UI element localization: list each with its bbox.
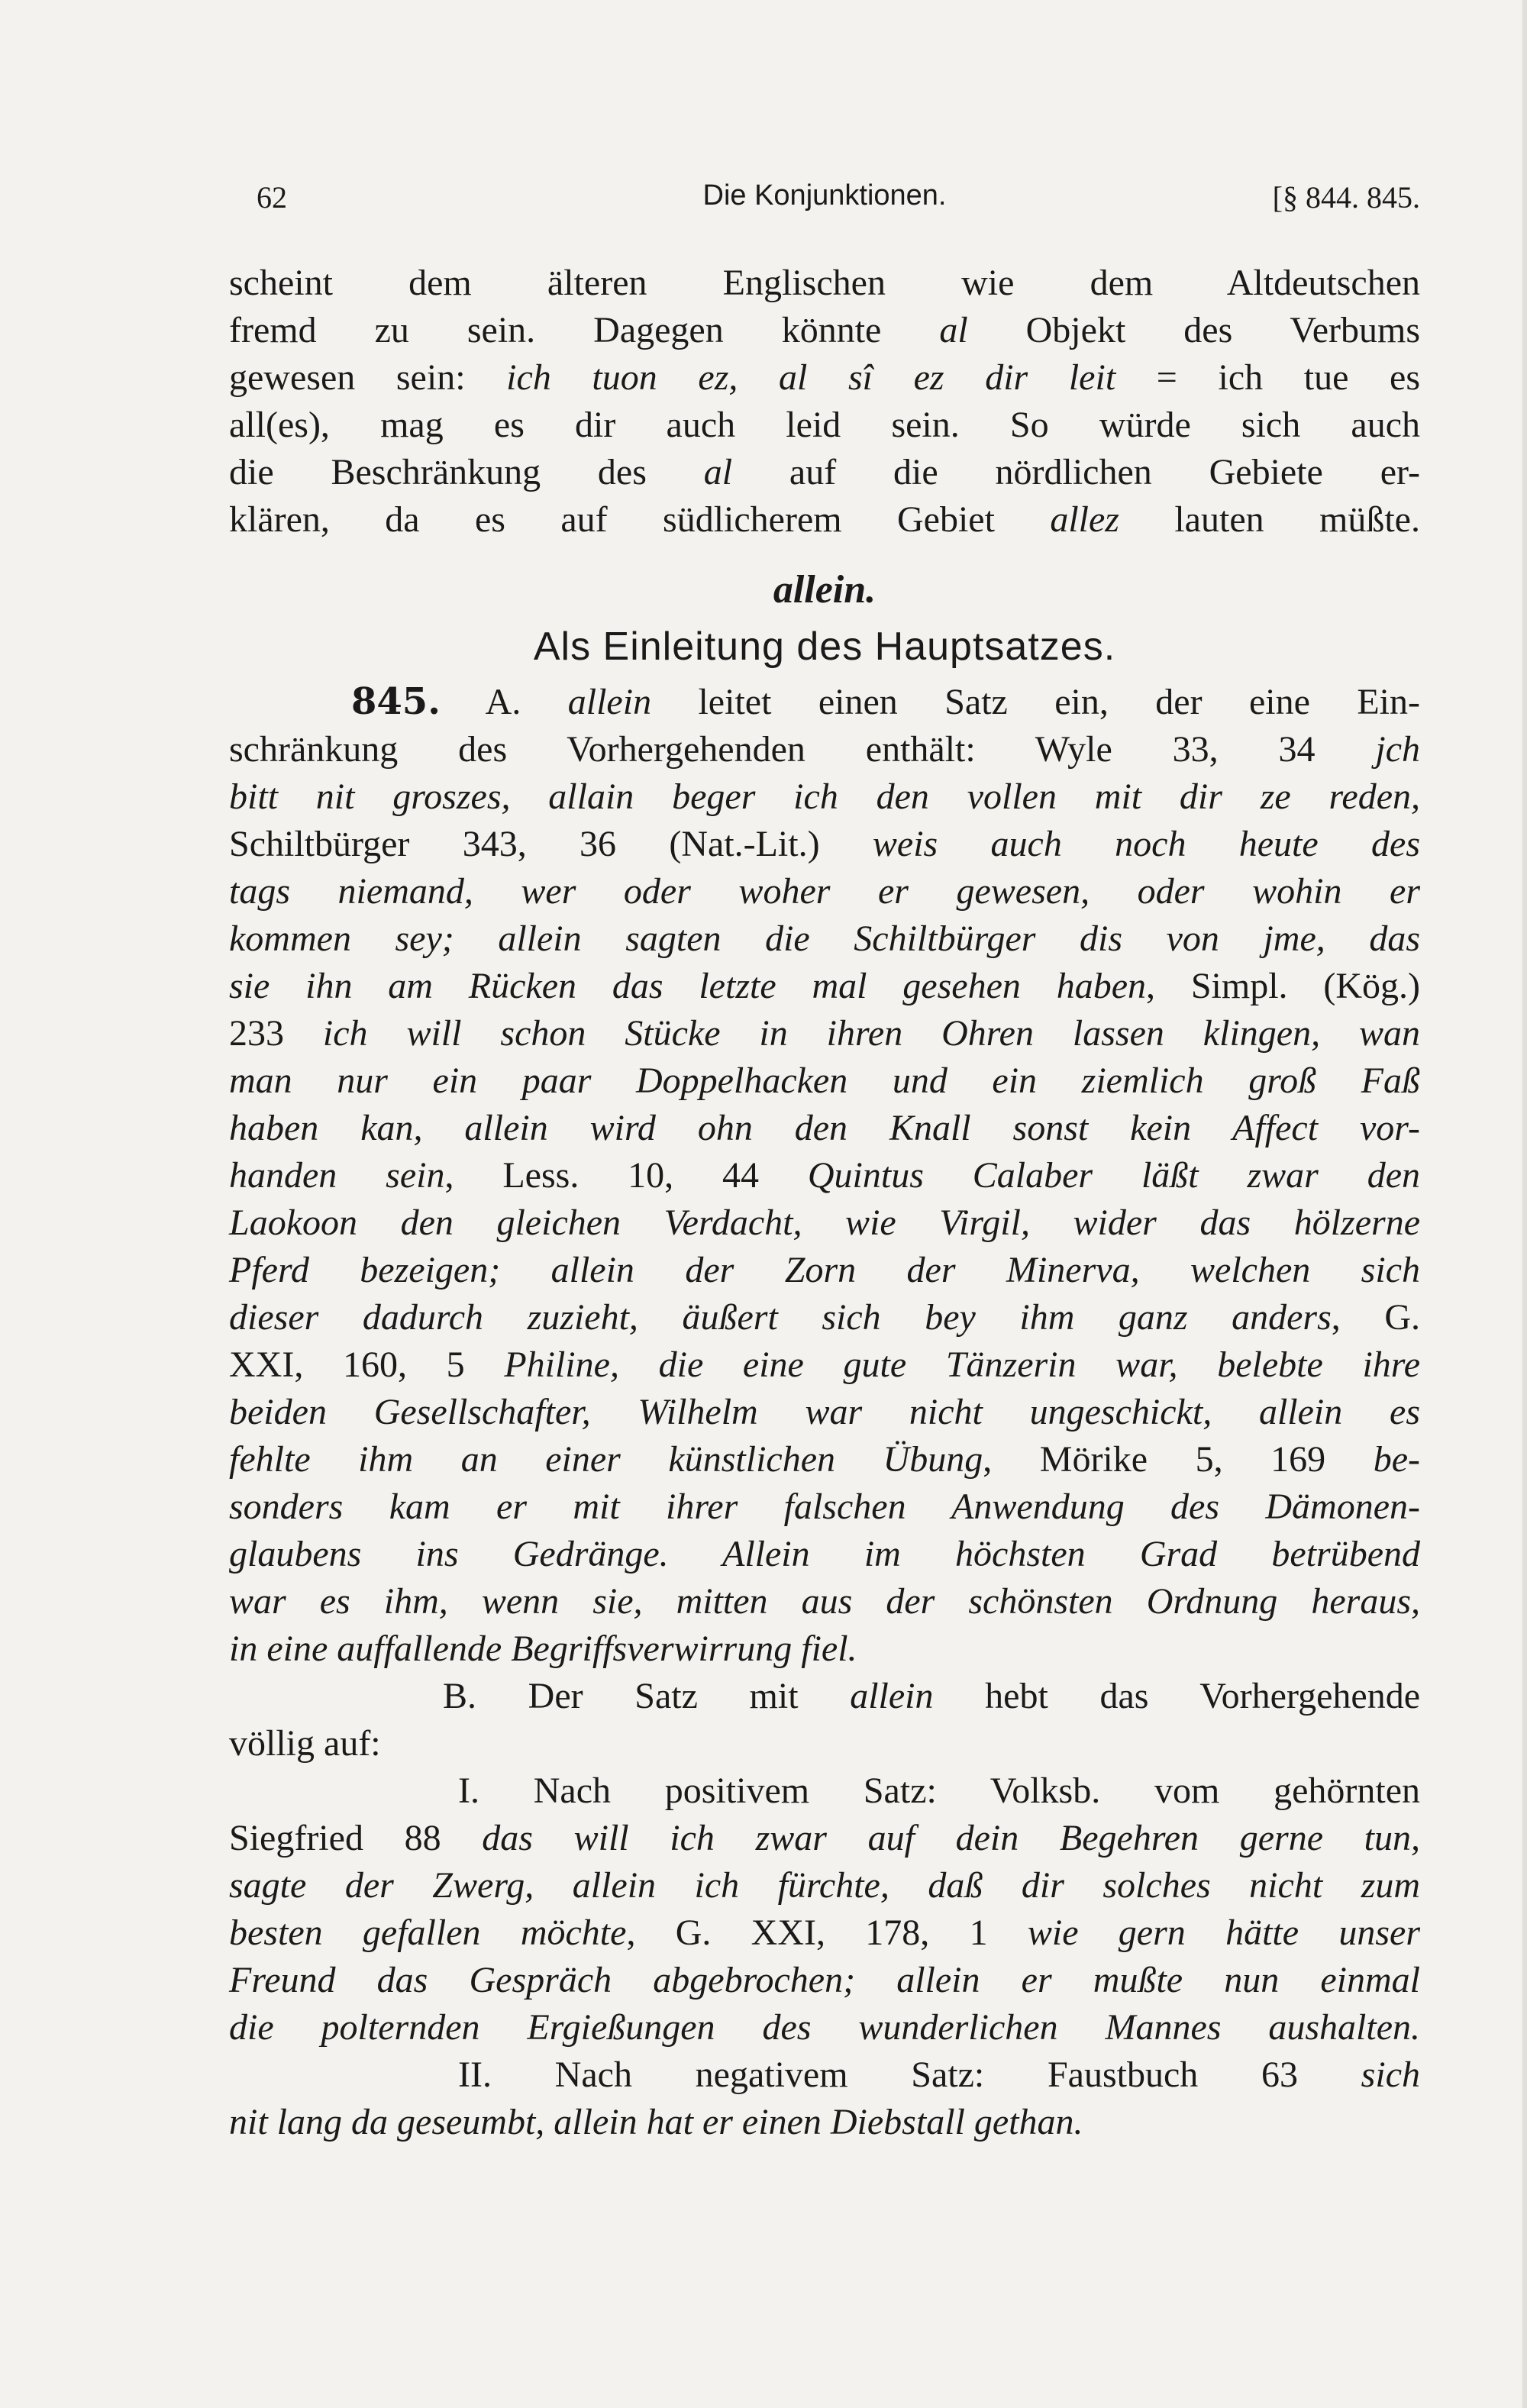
page-number: 62 bbox=[257, 180, 287, 215]
part-ii bbox=[229, 2051, 1420, 2146]
text-line: Schiltbürger 343, 36 (Nat.-Lit.) weis auch noch heute des bbox=[229, 824, 1420, 864]
text-line: sagte der Zwerg, allein ich fürchte, daß dir solches nicht zum bbox=[229, 1865, 1420, 1906]
page-body bbox=[229, 260, 1420, 2146]
section-reference: [§ 844. 845. bbox=[1272, 180, 1420, 215]
text-line: dieser dadurch zuzieht, äußert sich bey ihm ganz anders, G. bbox=[229, 1297, 1421, 1338]
text-line: in eine auffallende Begriffsverwirrung fiel. bbox=[229, 1628, 857, 1669]
text-line: Laokoon den gleichen Verdacht, wie Virgil, wider das hölzerne bbox=[229, 1202, 1420, 1243]
text-line: handen sein, Less. 10, 44 Quintus Calaber läßt zwar den bbox=[229, 1155, 1421, 1196]
text-line: nit lang da geseumbt, allein hat er einen Diebstall gethan. bbox=[229, 2102, 1083, 2142]
text-line: I. Nach positivem Satz: Volksb. vom gehörnten bbox=[458, 1770, 1420, 1811]
text-line: tags niemand, wer oder woher er gewesen, oder wohin er bbox=[229, 871, 1420, 912]
text-line: sie ihn am Rücken das letzte mal gesehen haben, Simpl. (Kög.) bbox=[229, 966, 1420, 1006]
text-line: die polternden Ergießungen des wunderlichen Mannes aushalten. bbox=[229, 2007, 1420, 2048]
text-line: haben kan, allein wird ohn den Knall sonst kein Affect vor- bbox=[229, 1108, 1420, 1148]
text-line: beiden Gesellschafter, Wilhelm war nicht ungeschickt, allein es bbox=[229, 1392, 1420, 1432]
text-line: völlig auf: bbox=[229, 1723, 381, 1764]
text-line: besten gefallen möchte, G. XXI, 178, 1 wie gern hätte unser bbox=[229, 1913, 1421, 1953]
text-line: glaubens ins Gedränge. Allein im höchsten Grad betrübend bbox=[229, 1534, 1420, 1574]
text-line: klären, da es auf südlicherem Gebiet allez lauten müßte. bbox=[229, 499, 1420, 540]
text-line: scheint dem älteren Englischen wie dem Altdeutschen bbox=[229, 263, 1420, 303]
intro-paragraph bbox=[229, 260, 1420, 544]
text-line: fehlte ihm an einer künstlichen Übung, Mörike 5, 169 be- bbox=[229, 1439, 1420, 1480]
text-line: schränkung des Vorhergehenden enthält: Wyle 33, 34 jch bbox=[229, 729, 1420, 770]
part-b bbox=[229, 1673, 1420, 1767]
text-line: Siegfried 88 das will ich zwar auf dein Begehren gerne tun, bbox=[229, 1818, 1420, 1858]
text-line: fremd zu sein. Dagegen könnte al Objekt des Verbums bbox=[229, 310, 1421, 350]
text-line: II. Nach negativem Satz: Faustbuch 63 sich bbox=[458, 2055, 1420, 2095]
text-line: gewesen sein: ich tuon ez, al sî ez dir leit = ich tue es bbox=[229, 357, 1421, 398]
text-line: all(es), mag es dir auch leid sein. So würde sich auch bbox=[229, 405, 1420, 445]
section-subtitle: Als Einleitung des Hauptsatzes. bbox=[533, 625, 1116, 669]
text-line: Pferd bezeigen; allein der Zorn der Minerva, welchen sich bbox=[229, 1250, 1420, 1290]
text-line: 845. A. allein leitet einen Satz ein, der eine Ein- bbox=[351, 680, 1420, 723]
keyword-heading: allein. bbox=[773, 568, 876, 612]
text-line: man nur ein paar Doppelhacken und ein ziemlich groß Faß bbox=[229, 1060, 1420, 1101]
text-line: war es ihm, wenn sie, mitten aus der schönsten Ordnung heraus, bbox=[229, 1581, 1420, 1622]
text-line: B. Der Satz mit allein hebt das Vorhergehende bbox=[443, 1676, 1420, 1716]
text-line: bitt nit groszes, allain beger ich den vollen mit dir ze reden, bbox=[229, 776, 1420, 817]
text-line: kommen sey; allein sagten die Schiltbürger dis von jme, das bbox=[229, 918, 1420, 959]
part-i bbox=[229, 1767, 1420, 2051]
section-number: 845. bbox=[351, 680, 441, 723]
text-line: sonders kam er mit ihrer falschen Anwendung des Dämonen- bbox=[229, 1486, 1420, 1527]
running-title: Die Konjunktionen. bbox=[702, 179, 947, 211]
running-header bbox=[229, 179, 1420, 225]
text-line: die Beschränkung des al auf die nördlichen Gebiete er- bbox=[229, 452, 1421, 492]
text-line: Freund das Gespräch abgebrochen; allein er mußte nun einmal bbox=[229, 1960, 1420, 2000]
section-845 bbox=[229, 678, 1420, 1673]
text-line: 233 ich will schon Stücke in ihren Ohren lassen klingen, wan bbox=[229, 1013, 1420, 1054]
text-line: XXI, 160, 5 Philine, die eine gute Tänzerin war, belebte ihre bbox=[229, 1344, 1421, 1385]
